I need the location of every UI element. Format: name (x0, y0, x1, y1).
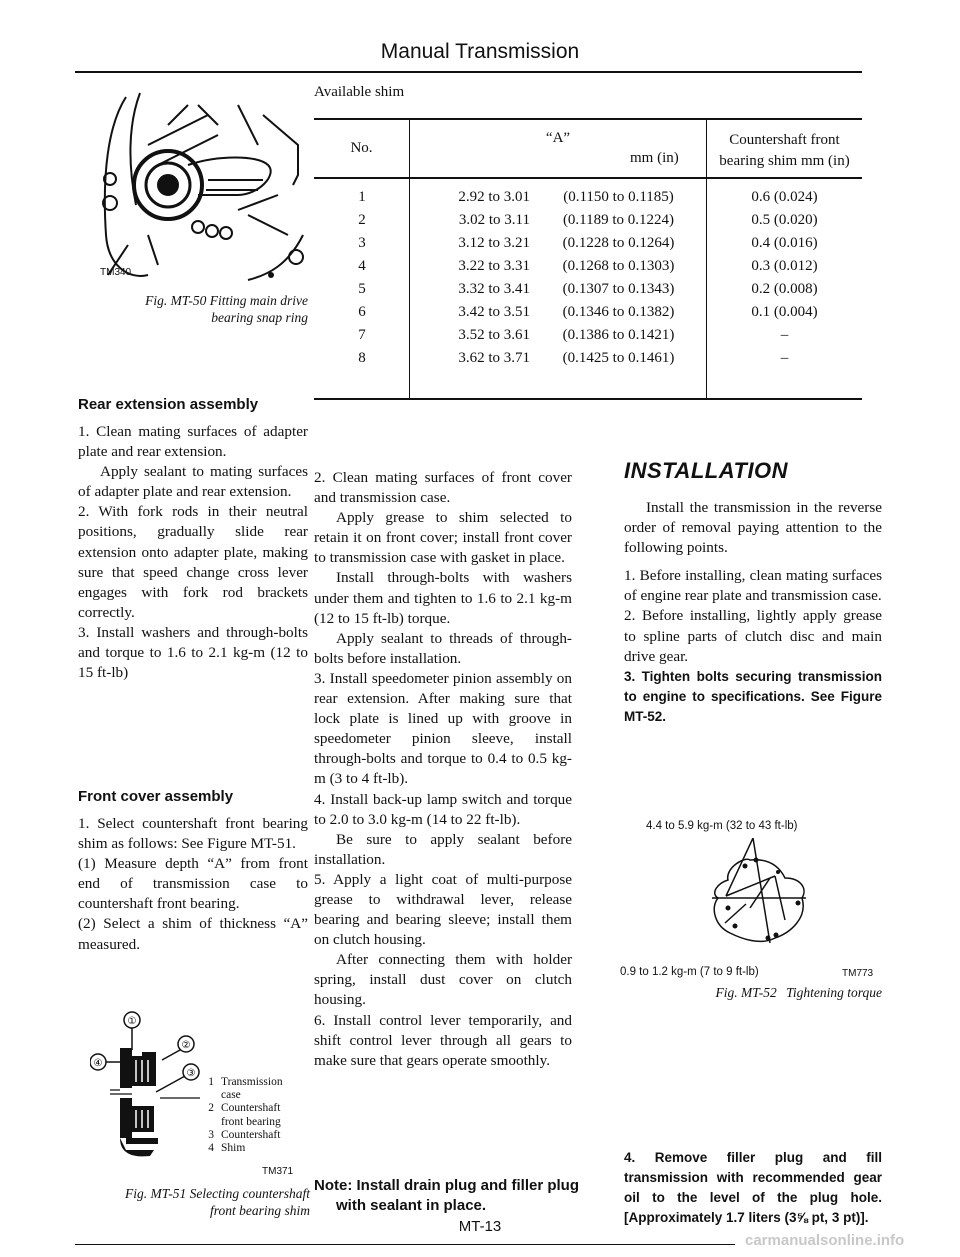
header-rule (75, 71, 862, 73)
cell-mm: 3.42 to 3.51 (458, 304, 530, 320)
cell-shim: 0.6 (0.024) (751, 189, 818, 205)
cell-inch: (0.1189 to 0.1224) (562, 212, 675, 228)
installation-para-3: 2. Before installing, lightly apply grease to spline parts of clutch disc and main drive gear. (624, 607, 882, 665)
installation-step-4: 4. Remove filler plug and fill transmission with recommended gear oil to the level of the plug hole. [Approximately 1.7 liters (3⅝ pt, 3 pt)]. (624, 1150, 882, 1225)
cell-mm: 3.22 to 3.31 (458, 258, 530, 274)
table-row (314, 186, 862, 209)
table-row (314, 278, 862, 301)
cell-shim: – (780, 350, 789, 366)
shim-col-cs-header-line1: Countershaft front (729, 132, 840, 148)
shim-table-bottom-rule (314, 398, 862, 400)
middle-para-1: 2. Clean mating surfaces of front cover and transmission case. (314, 469, 572, 507)
middle-para-8: 5. Apply a light coat of multi-purpose grease to withdrawal lever, release bearing and bearing sleeve; install them on clutch housing. (314, 870, 572, 949)
installation-heading: INSTALLATION (624, 458, 789, 483)
cell-no: 3 (358, 235, 366, 251)
front-cover-para-2: (1) Measure depth “A” from front end of transmission case to countershaft front bearing. (78, 855, 308, 913)
legend-num: 3 (208, 1128, 214, 1141)
cell-shim: 0.1 (0.004) (751, 304, 818, 320)
installation-para-4: 3. Tighten bolts securing transmission to engine to specifications. See Figure MT-52. (624, 668, 882, 724)
cell-inch: (0.1150 to 0.1185) (563, 189, 674, 205)
legend-num: 4 (208, 1142, 214, 1155)
shim-table-header-rule (314, 177, 862, 179)
table-row (314, 209, 862, 232)
cell-inch: (0.1268 to 0.1303) (562, 258, 675, 274)
cell-no: 5 (358, 281, 366, 297)
front-cover-heading: Front cover assembly (78, 788, 234, 805)
legend-item (196, 1142, 316, 1155)
table-row (314, 347, 862, 370)
cell-inch: (0.1228 to 0.1264) (562, 235, 675, 251)
cell-no: 2 (358, 212, 366, 228)
shim-col-no-header: No. (350, 140, 373, 156)
cell-no: 8 (358, 350, 366, 366)
cell-no: 6 (358, 304, 366, 320)
fig-mt52-caption-text: Tightening torque (786, 985, 882, 1000)
fig-mt51-callout-2: ② (181, 1040, 191, 1051)
cell-inch: (0.1307 to 0.1343) (562, 281, 675, 297)
middle-para-2: Apply grease to shim selected to retain it on front cover; install front cover to transmission case with gasket in place. (314, 509, 572, 567)
cell-mm: 3.02 to 3.11 (458, 212, 530, 228)
front-cover-para-3: (2) Select a shim of thickness “A” measured. (78, 915, 308, 953)
rear-extension-para-3: 2. With fork rods in their neutral positions, gradually slide rear extension onto adapter plate, making sure that speed change cross lever engages with fork rod brackets correctly. (78, 503, 308, 621)
fig-mt52-caption (620, 984, 882, 1001)
fig-mt50-label: TM340 (100, 267, 132, 278)
fig-mt51-caption-line1: Selecting countershaft (189, 1186, 310, 1201)
cell-mm: 3.12 to 3.21 (458, 235, 530, 251)
rear-extension-text (78, 422, 308, 683)
fig-mt52-label: TM773 (842, 968, 874, 979)
watermark: carmanualsonline.info (745, 1232, 905, 1249)
fig-mt51-callout-1: ① (127, 1016, 137, 1027)
fig-mt51-caption (60, 1185, 310, 1219)
rear-extension-heading: Rear extension assembly (78, 396, 259, 413)
drain-plug-note (314, 1176, 584, 1216)
table-row (314, 324, 862, 347)
cell-shim: 0.4 (0.016) (751, 235, 818, 251)
page-number: MT-13 (458, 1218, 502, 1235)
legend-item (196, 1102, 316, 1128)
cell-inch: (0.1346 to 0.1382) (562, 304, 675, 320)
cell-mm: 3.62 to 3.71 (458, 350, 530, 366)
fig-mt51-legend (196, 1076, 316, 1155)
cell-no: 4 (358, 258, 366, 274)
rear-extension-para-4: 3. Install washers and through-bolts and torque to 1.6 to 2.1 kg-m (12 to 15 ft-lb) (78, 623, 308, 682)
table-row (314, 232, 862, 255)
fig-mt51-callout-3: ③ (186, 1068, 196, 1079)
fig-mt52-torque-top: 4.4 to 5.9 kg-m (32 to 43 ft-lb) (646, 820, 798, 832)
shim-col-cs-header (707, 130, 862, 172)
cell-inch: (0.1425 to 0.1461) (562, 350, 675, 366)
fig-mt52-caption-prefix: Fig. MT-52 (715, 985, 777, 1000)
cell-mm: 2.92 to 3.01 (458, 189, 530, 205)
front-cover-para-1: 1. Select countershaft front bearing shim as follows: See Figure MT-51. (78, 815, 308, 853)
cell-no: 7 (358, 327, 366, 343)
legend-item (196, 1076, 316, 1102)
note-line-2: with sealant in place. (336, 1197, 487, 1214)
cell-mm: 3.32 to 3.41 (458, 281, 530, 297)
footer-rule (75, 1244, 735, 1245)
cell-shim: – (780, 327, 789, 343)
rear-extension-para-1: 1. Clean mating surfaces of adapter plate and rear extension. (78, 423, 308, 461)
fig-mt50-caption-line1: Fitting main drive (209, 293, 308, 308)
middle-para-4: Apply sealant to threads of through-bolts before installation. (314, 629, 572, 667)
page-header-title: Manual Transmission (380, 40, 580, 63)
middle-para-10: 6. Install control lever temporarily, and shift control lever through all gears to make sure that gears operate smoothly. (314, 1011, 572, 1069)
legend-text: Countershaft front bearing (221, 1102, 281, 1128)
middle-para-5: 3. Install speedometer pinion assembly on rear extension. After making sure that lock plate is lined up with groove in speedometer pinion sleeve, install through-bolts and torque to 0.4 to 0.5 kg-m (3 to 4 ft-lb). (314, 669, 572, 788)
legend-num: 1 (208, 1076, 214, 1088)
installation-para-2: 1. Before installing, clean mating surfaces of engine rear plate and transmission case. (624, 567, 882, 605)
middle-column-text (314, 468, 572, 1071)
front-cover-text (78, 814, 308, 955)
fig-mt51-caption-line2: front bearing shim (209, 1203, 310, 1218)
cell-shim: 0.3 (0.012) (751, 258, 818, 274)
installation-text (624, 498, 882, 727)
note-line-1: Note: Install drain plug and filler plug (314, 1177, 580, 1194)
legend-text: Countershaft (221, 1128, 281, 1141)
legend-text: Shim (221, 1142, 246, 1155)
cell-shim: 0.5 (0.020) (751, 212, 818, 228)
fig-mt50-illustration (88, 85, 316, 285)
cell-inch: (0.1386 to 0.1421) (562, 327, 675, 343)
cell-mm: 3.52 to 3.61 (458, 327, 530, 343)
shim-table (314, 186, 862, 370)
shim-col-a-unit: mm (in) (630, 150, 679, 166)
legend-text: Transmission case (221, 1076, 283, 1102)
middle-para-3: Install through-bolts with washers under them and tighten to 1.6 to 2.1 kg-m (12 to 15 ft-lb) torque. (314, 569, 572, 627)
shim-table-intro: Available shim (314, 84, 405, 100)
fig-mt50-caption-prefix: Fig. MT-50 (145, 293, 207, 308)
cell-shim: 0.2 (0.008) (751, 281, 818, 297)
shim-table-top-rule (314, 118, 862, 120)
middle-para-6: 4. Install back-up lamp switch and torque to 2.0 to 3.0 kg-m (14 to 22 ft-lb). (314, 790, 572, 828)
fig-mt51-label: TM371 (262, 1166, 294, 1177)
fig-mt51-callout-4: ④ (93, 1058, 103, 1069)
fig-mt50-caption (100, 292, 308, 326)
fig-mt52-torque-bottom: 0.9 to 1.2 kg-m (7 to 9 ft-lb) (620, 966, 759, 978)
shim-col-cs-header-line2: bearing shim mm (in) (719, 153, 850, 169)
fig-mt51-illustration (90, 1010, 200, 1160)
shim-col-a-header: “A” (545, 130, 571, 146)
legend-num: 2 (208, 1102, 214, 1115)
installation-para-1: Install the transmission in the reverse order of removal paying attention to the following points. (624, 499, 882, 557)
fig-mt52-diagram (690, 838, 840, 958)
rear-extension-para-2: Apply sealant to mating surfaces of adapter plate and rear extension. (78, 463, 308, 501)
cell-no: 1 (358, 189, 366, 205)
legend-item (196, 1129, 316, 1142)
fig-mt50-caption-line2: bearing snap ring (211, 310, 308, 325)
middle-para-7: Be sure to apply sealant before installation. (314, 830, 572, 868)
table-row (314, 255, 862, 278)
middle-para-9: After connecting them with holder spring, install dust cover on clutch housing. (314, 951, 572, 1009)
table-row (314, 301, 862, 324)
fig-mt51-caption-prefix: Fig. MT-51 (125, 1186, 187, 1201)
